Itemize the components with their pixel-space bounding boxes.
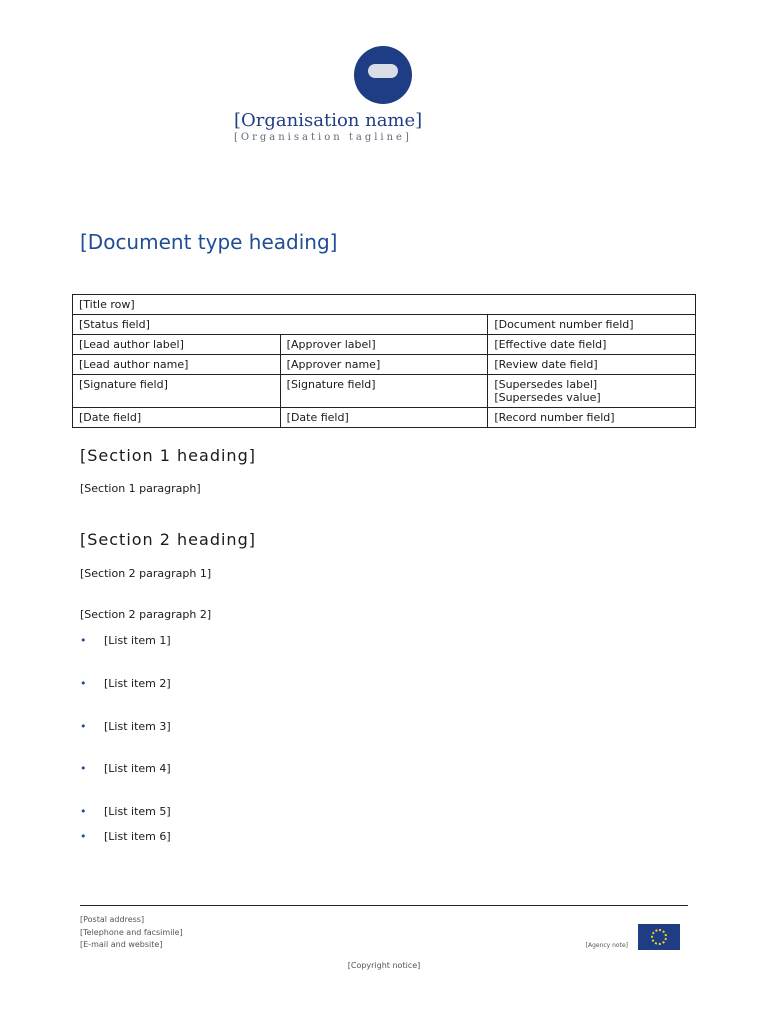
table-cell: [Review date field] [488,355,696,375]
logo-pill-shape [368,64,398,78]
list-item [80,675,690,711]
list-item [80,828,690,846]
list-item-text: [List item 4] [104,762,171,775]
table-cell: [Document number field] [488,315,696,335]
list-item [80,718,690,754]
section-paragraph: [Section 1 paragraph] [80,482,201,495]
table-row [73,408,696,428]
table-cell: [Status field] [73,315,488,335]
table-cell: [Record number field] [488,408,696,428]
bullet-dot-icon: • [80,830,87,843]
section-heading: [Section 1 heading] [80,446,256,465]
section-heading: [Section 2 heading] [80,530,256,549]
document-title: [Document type heading] [80,230,338,254]
organisation-logo-icon [354,46,412,104]
table-row [73,315,696,335]
list-item [80,632,690,668]
table-row [73,335,696,355]
list-item-text: [List item 6] [104,830,171,843]
footer-divider [80,905,688,906]
table-cell: [Signature field] [73,375,281,408]
supersedes-value: [Supersedes value] [494,391,601,404]
bullet-dot-icon: • [80,634,87,647]
section-paragraph: [Section 2 paragraph 2] [80,608,212,621]
supersedes-label: [Supersedes label] [494,378,598,391]
copyright-notice: [Copyright notice] [347,961,421,970]
table-cell: [Date field] [73,408,281,428]
table-row [73,355,696,375]
bullet-dot-icon: • [80,720,87,733]
document-info-table [72,294,696,428]
footer-phone: [Telephone and facsimile] [80,928,183,937]
table-cell: [Lead author name] [73,355,281,375]
table-cell: [Approver name] [280,355,488,375]
table-cell [488,375,696,408]
footer-address: [Postal address] [80,915,145,924]
organisation-name: [Organisation name] [234,110,423,131]
table-cell: [Title row] [73,295,696,315]
table-row [73,375,696,408]
table-cell: [Effective date field] [488,335,696,355]
section-paragraph: [Section 2 paragraph 1] [80,567,212,580]
list-item-text: [List item 5] [104,805,171,818]
list-item-text: [List item 3] [104,720,171,733]
list-item [80,760,690,796]
table-cell: [Date field] [280,408,488,428]
agency-note: [Agency note] [585,942,628,949]
bullet-dot-icon: • [80,762,87,775]
table-cell: [Lead author label] [73,335,281,355]
bullet-dot-icon: • [80,805,87,818]
table-cell: [Signature field] [280,375,488,408]
organisation-logo [234,46,534,156]
organisation-tagline: [Organisation tagline] [234,132,412,143]
bullet-dot-icon: • [80,677,87,690]
footer-web: [E-mail and website] [80,940,163,949]
table-cell: [Approver label] [280,335,488,355]
list-item-text: [List item 2] [104,677,171,690]
table-row [73,295,696,315]
union-flag-icon [638,924,680,950]
list-item [80,803,690,821]
list-item-text: [List item 1] [104,634,171,647]
flag-star-ring [651,929,667,945]
